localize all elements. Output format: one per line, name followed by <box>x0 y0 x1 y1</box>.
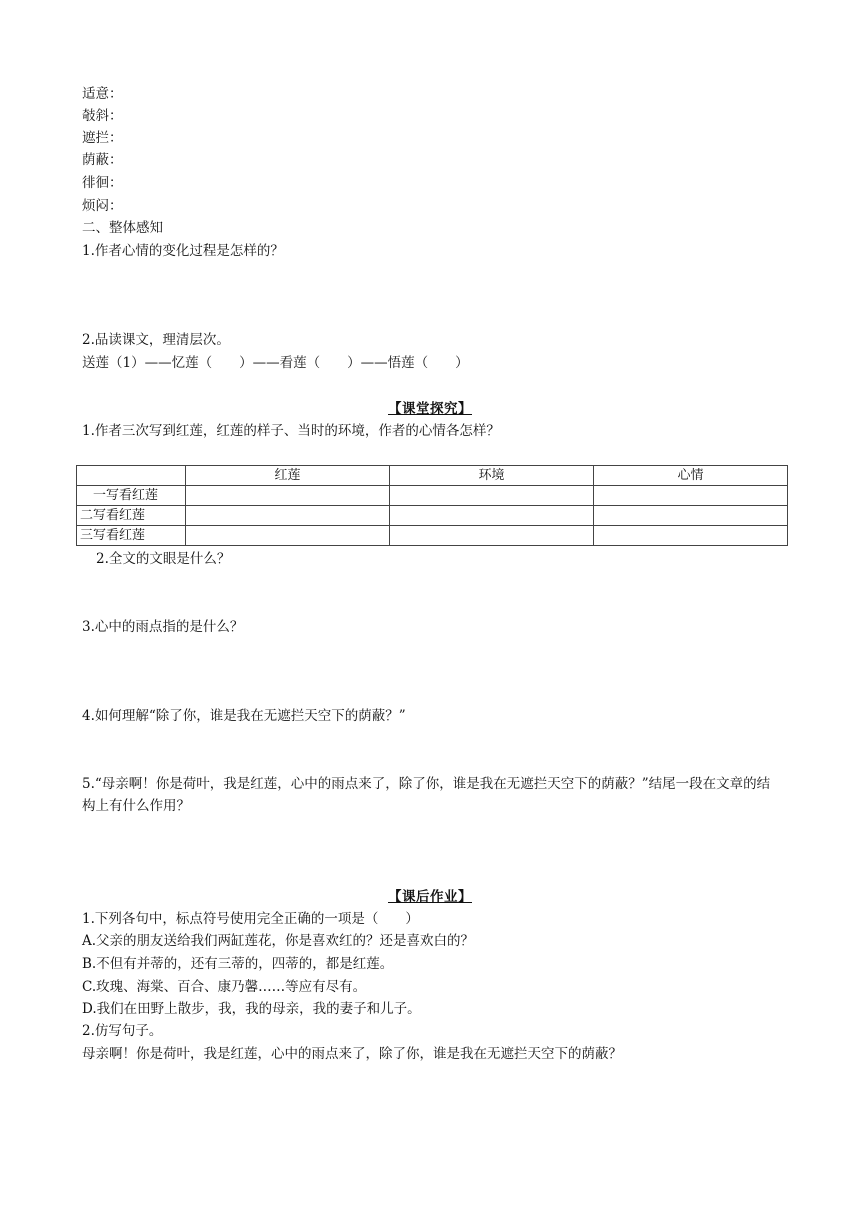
table-cell[interactable] <box>594 506 788 526</box>
table-row-label: 二写看红莲 <box>77 506 186 526</box>
table-cell[interactable] <box>186 486 390 506</box>
option-a: A.父亲的朋友送给我们两缸莲花，你是喜欢红的？还是喜欢白的？ <box>82 933 475 949</box>
table-row <box>77 506 788 526</box>
structure-sequence: 送莲（1）——忆莲（ ）——看莲（ ）——悟莲（ ） <box>82 355 469 371</box>
section-title: 二、整体感知 <box>82 220 163 236</box>
vocab-item: 烦闷： <box>82 198 123 214</box>
question: 1.下列各句中，标点符号使用完全正确的一项是（ ） <box>82 911 419 927</box>
question: 2.品读课文，理清层次。 <box>82 332 230 348</box>
question: 3.心中的雨点指的是什么？ <box>82 619 244 635</box>
table-header-cell: 红莲 <box>186 466 390 486</box>
question: 5.“母亲啊！你是荷叶，我是红莲，心中的雨点来了，除了你，谁是我在无遮拦天空下的荫蔽？”结尾一段在文章的结构上有什么作用？ <box>82 776 771 814</box>
table-header-cell: 心情 <box>594 466 788 486</box>
table-row <box>77 486 788 506</box>
table-header-cell <box>77 466 186 486</box>
table-row <box>77 526 788 546</box>
question: 1.作者三次写到红莲，红莲的样子、当时的环境，作者的心情各怎样？ <box>82 423 500 439</box>
question: 2.仿写句子。 <box>82 1023 163 1039</box>
vocab-item: 徘徊： <box>82 175 123 191</box>
question: 2.全文的文眼是什么？ <box>96 551 231 567</box>
question: 1.作者心情的变化过程是怎样的？ <box>82 243 284 259</box>
model-sentence: 母亲啊！你是荷叶，我是红莲，心中的雨点来了，除了你，谁是我在无遮拦天空下的荫蔽？ <box>82 1046 622 1062</box>
table-cell[interactable] <box>594 526 788 546</box>
table-cell[interactable] <box>186 526 390 546</box>
vocab-item: 适意： <box>82 86 123 102</box>
table-cell[interactable] <box>390 506 594 526</box>
table-row-label: 一写看红莲 <box>77 486 186 506</box>
section-heading-homework: 【课后作业】 <box>388 889 472 905</box>
table-cell[interactable] <box>186 506 390 526</box>
vocab-item: 遮拦： <box>82 130 123 146</box>
table-header-row <box>77 466 788 486</box>
vocab-item: 荫蔽： <box>82 152 123 168</box>
table-header-cell: 环境 <box>390 466 594 486</box>
answer-table <box>76 465 788 546</box>
option-c: C.玫瑰、海棠、百合、康乃馨……等应有尽有。 <box>82 979 367 995</box>
question: 4.如何理解“除了你，谁是我在无遮拦天空下的荫蔽？” <box>82 708 406 724</box>
option-b: B.不但有并蒂的，还有三蒂的，四蒂的，都是红莲。 <box>82 956 394 972</box>
section-heading-classroom: 【课堂探究】 <box>388 401 472 417</box>
option-d: D.我们在田野上散步，我，我的母亲，我的妻子和儿子。 <box>82 1001 421 1017</box>
table-cell[interactable] <box>390 526 594 546</box>
table-cell[interactable] <box>390 486 594 506</box>
vocab-item: 攲斜： <box>82 108 123 124</box>
table-row-label: 三写看红莲 <box>77 526 186 546</box>
table-cell[interactable] <box>594 486 788 506</box>
